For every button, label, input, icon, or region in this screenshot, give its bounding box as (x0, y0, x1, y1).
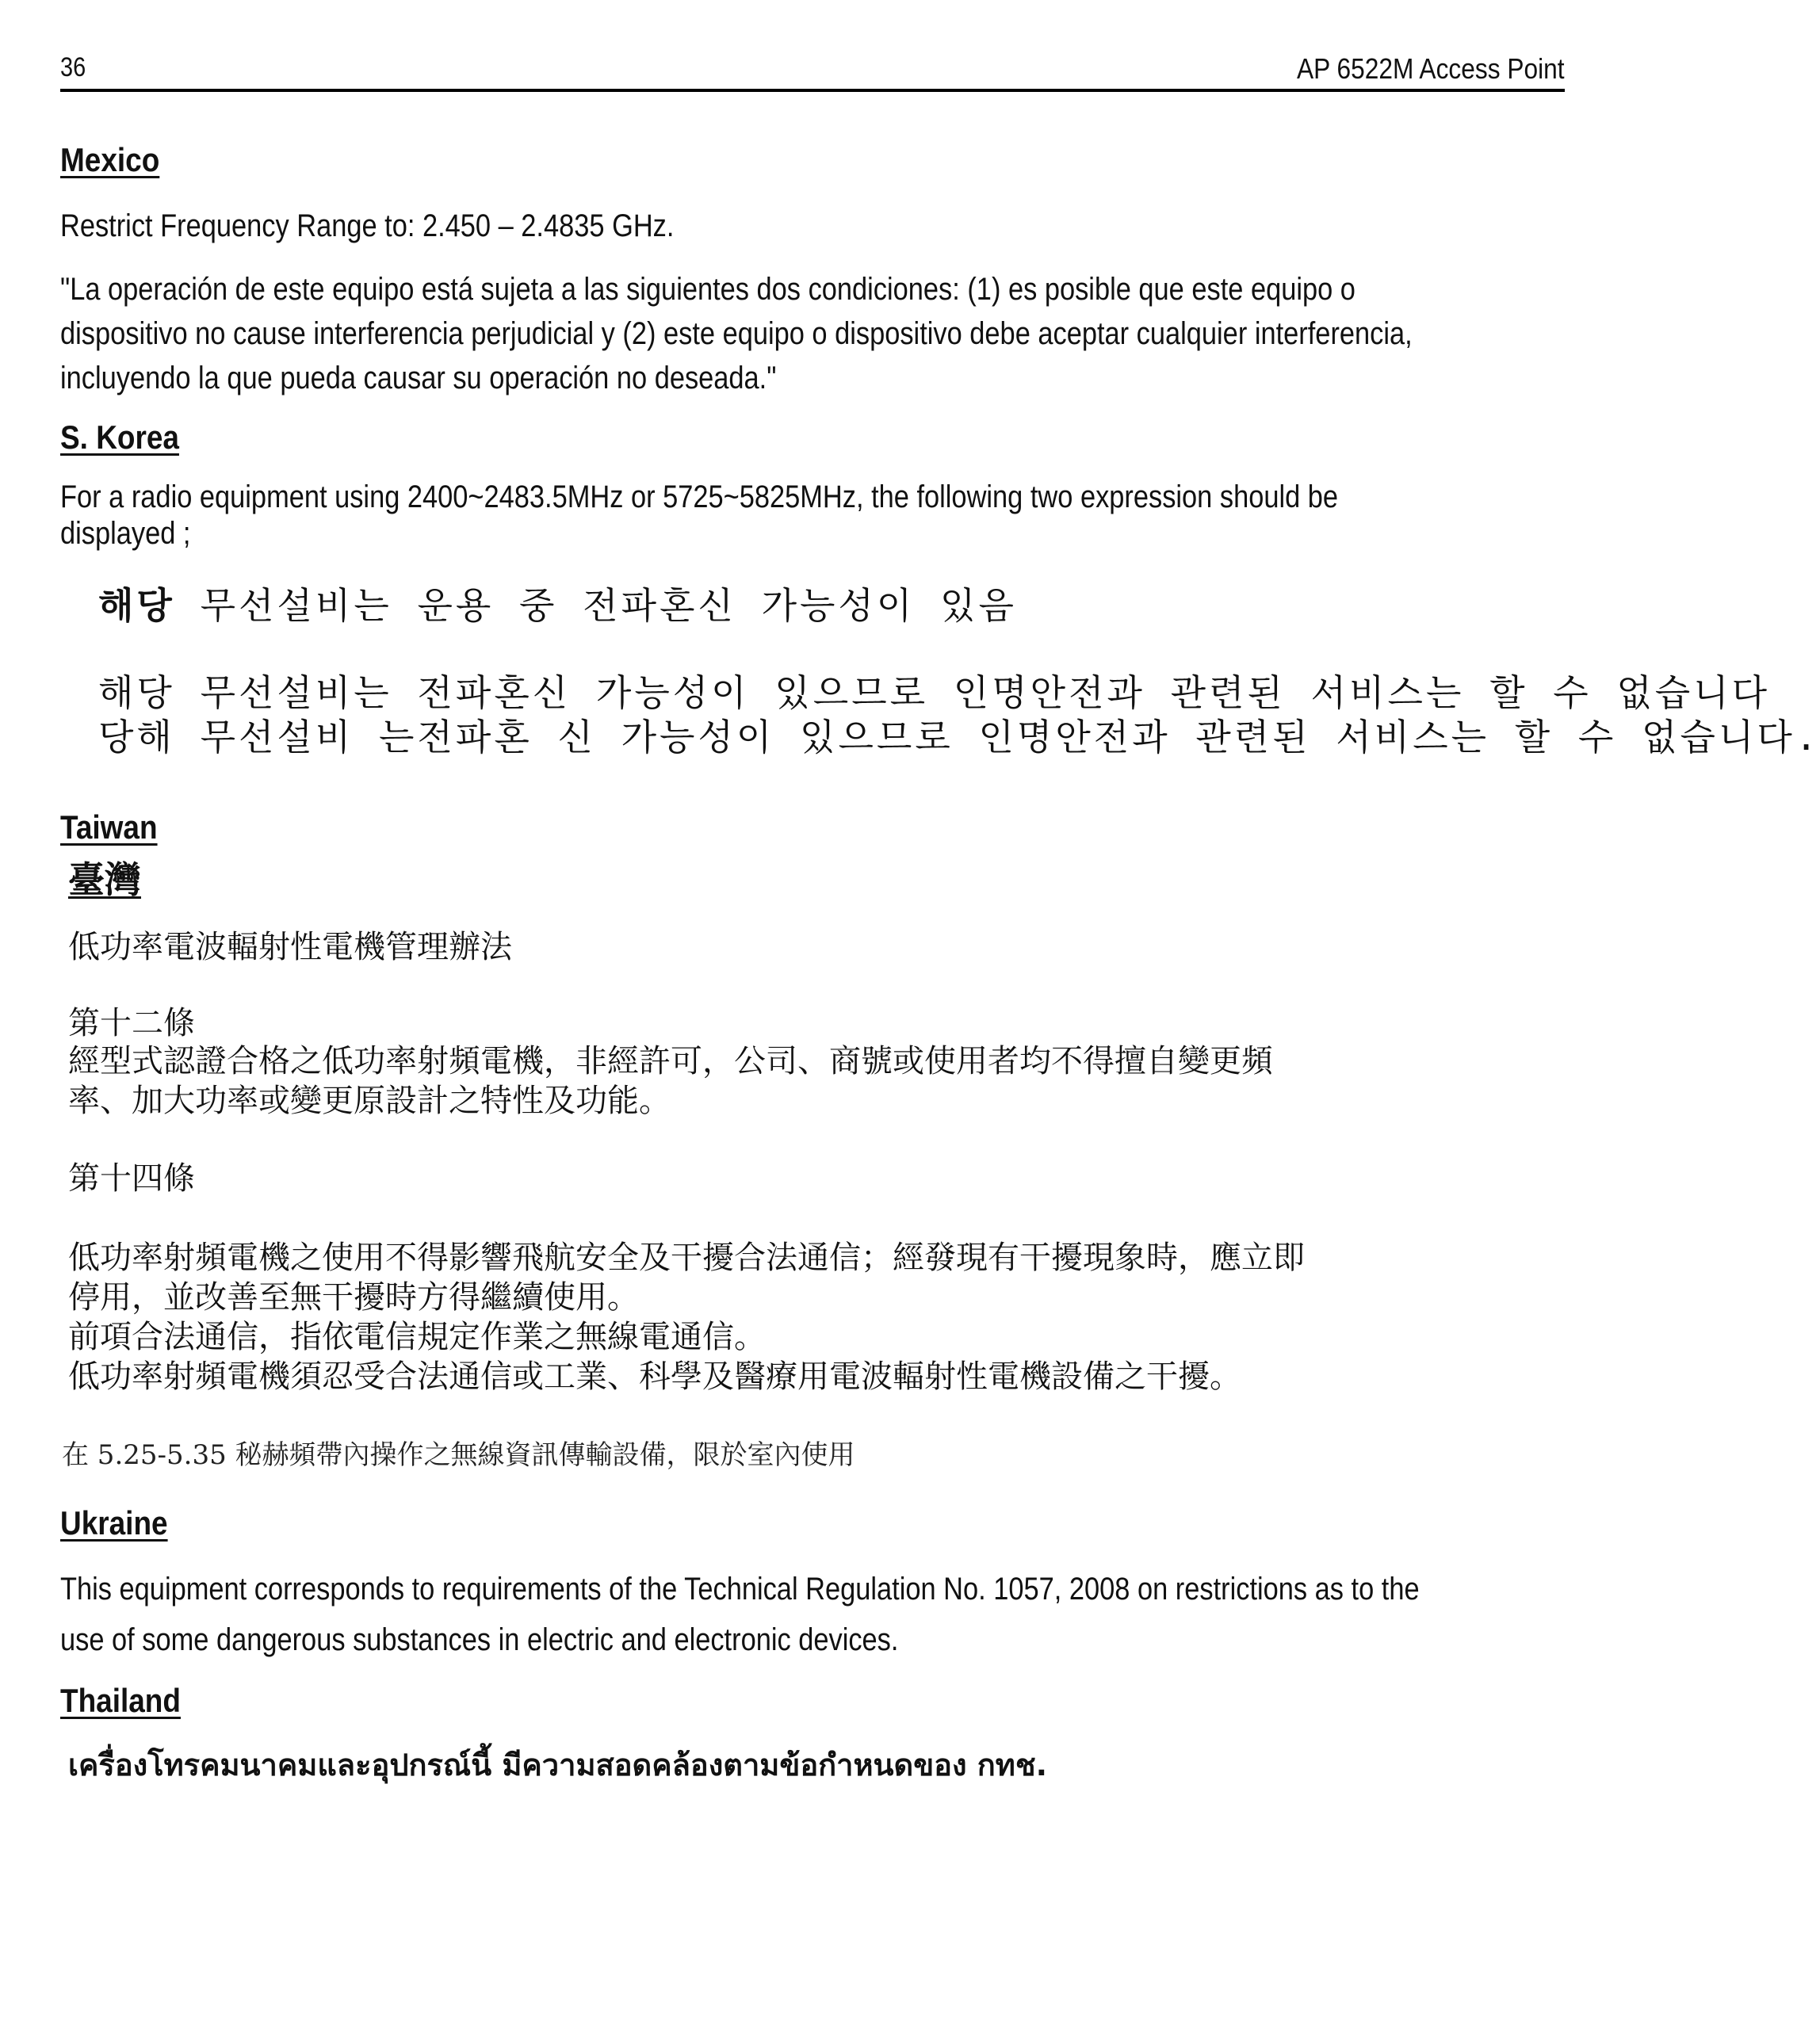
taiwan-article-14-line-1: 低功率射頻電機之使用不得影響飛航安全及干擾合法通信；經發現有干擾現象時，應立即 (68, 1240, 1305, 1276)
taiwan-article-12-line-2: 率、加大功率或變更原設計之特性及功能。 (68, 1083, 671, 1119)
korea-statement-3: 당해 무선설비 는전파혼 신 가능성이 있으므로 인명안전과 관련된 서비스는 할 수 없습니다. (98, 716, 1820, 758)
thailand-text: เครื่องโทรคมนาคมและอุปกรณ์นี้ มีความสอดคล้องตามข้อกำหนดของ กทช. (68, 1748, 1048, 1782)
korea-heading: S. Korea (60, 418, 179, 456)
ukraine-text-line-2: use of some dangerous substances in electric and electronic devices. (60, 1622, 899, 1657)
mexico-quote-line-1: "La operación de este equipo está sujeta a las siguientes dos condiciones: (1) es posible que este equipo o (60, 272, 1355, 307)
ukraine-heading: Ukraine (60, 1504, 168, 1542)
mexico-quote-line-3: incluyendo la que pueda causar su operación no deseada." (60, 361, 777, 395)
korea-statement-2: 해당 무선설비는 전파혼신 가능성이 있으므로 인명안전과 관련된 서비스는 할 수 없습니다 (98, 671, 1771, 714)
taiwan-article-12-title: 第十二條 (68, 1005, 195, 1041)
korea-statement-1-rest: 무선설비는 운용 중 전파혼신 가능성이 있음 (174, 584, 1017, 627)
thailand-heading: Thailand (60, 1682, 181, 1719)
taiwan-article-14-line-3: 前項合法通信，指依電信規定作業之無線電通信。 (68, 1319, 766, 1355)
mexico-restrict-text: Restrict Frequency Range to: 2.450 – 2.4835 GHz. (60, 208, 675, 243)
korea-statement-1-bold: 해당 (98, 584, 175, 627)
taiwan-article-14-line-4: 低功率射頻電機須忍受合法通信或工業、科學及醫療用電波輻射性電機設備之干擾。 (68, 1358, 1241, 1395)
ukraine-text-line-1: This equipment corresponds to requirements of the Technical Regulation No. 1057, 2008 on restrictions as to the (60, 1572, 1420, 1607)
taiwan-law-title: 低功率電波輻射性電機管理辦法 (68, 929, 512, 965)
document-title: AP 6522M Access Point (1297, 52, 1565, 85)
page-header (60, 51, 1565, 92)
taiwan-heading: Taiwan (60, 808, 158, 846)
taiwan-article-14-title: 第十四條 (68, 1160, 195, 1197)
mexico-heading: Mexico (60, 141, 160, 178)
taiwan-zh-heading: 臺灣 (68, 858, 141, 901)
korea-statement-1 (98, 577, 1017, 629)
korea-intro-line-1: For a radio equipment using 2400~2483.5MHz or 5725~5825MHz, the following two expression should be (60, 479, 1339, 514)
mexico-quote-line-2: dispositivo no cause interferencia perjudicial y (2) este equipo o dispositivo debe aceptar cualquier interferencia, (60, 316, 1413, 351)
taiwan-article-12-line-1: 經型式認證合格之低功率射頻電機，非經許可，公司、商號或使用者均不得擅自變更頻 (68, 1043, 1273, 1079)
taiwan-article-14-line-2: 停用，並改善至無干擾時方得繼續使用。 (68, 1279, 639, 1316)
taiwan-band-note: 在 5.25-5.35 秘赫頻帶內操作之無線資訊傳輸設備，限於室內使用 (62, 1439, 855, 1471)
korea-intro-line-2: displayed ; (60, 516, 191, 551)
page-number: 36 (60, 52, 86, 82)
